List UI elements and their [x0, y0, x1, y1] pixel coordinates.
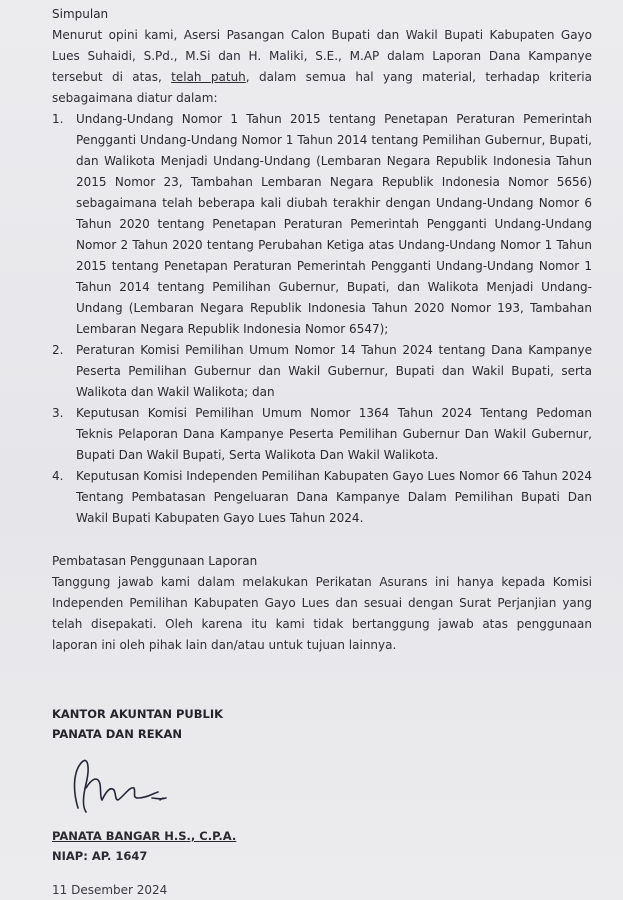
- simpulan-heading: Simpulan: [52, 7, 109, 21]
- criteria-number: 4.: [52, 469, 64, 483]
- simpulan-intro: [52, 25, 592, 109]
- criteria-item: [52, 109, 592, 340]
- pembatasan-body: Tanggung jawab kami dalam melakukan Perikatan Asurans ini hanya kepada Komisi Independen Pemilihan Kabupaten Gayo Lues dan sesuai dengan Surat Perjanjian yang telah disepakati. Oleh karena itu kami tidak bertanggung jawab atas penggunaan laporan ini oleh pihak lain dan/atau untuk tujuan lainnya.: [52, 575, 592, 652]
- criteria-list: [52, 109, 592, 529]
- signer-niap: NIAP: AP. 1647: [52, 849, 148, 863]
- firm-name-line1: KANTOR AKUNTAN PUBLIK: [52, 707, 224, 721]
- document-content: [52, 4, 592, 900]
- criteria-number: 1.: [52, 112, 64, 126]
- handwritten-signature: [52, 748, 592, 826]
- criteria-item: [52, 466, 592, 529]
- signature-block: [52, 704, 592, 900]
- criteria-number: 2.: [52, 343, 64, 357]
- pembatasan-heading: Pembatasan Penggunaan Laporan: [52, 554, 258, 568]
- signature-mark: [60, 748, 210, 826]
- intro-text-after: , dalam semua hal yang material, terhadap kriteria sebagaimana diatur dalam:: [52, 70, 592, 105]
- simpulan-section: [52, 4, 592, 529]
- firm-name-line2: PANATA DAN REKAN: [52, 727, 182, 741]
- criteria-text: Keputusan Komisi Independen Pemilihan Kabupaten Gayo Lues Nomor 66 Tahun 2024 Tentang Pembatasan Pengeluaran Dana Kampanye Dalam Pemilihan Bupati Dan Wakil Bupati Kabupaten Gayo Lues Tahun 2024.: [76, 469, 592, 525]
- intro-text-before: Menurut opini kami, Asersi Pasangan Calon Bupati dan Wakil Bupati Kabupaten Gayo Lues Suhaidi, S.Pd., M.Si dan H. Maliki, S.E., M.AP dalam Laporan Dana Kampanye tersebut di atas,: [52, 28, 592, 84]
- criteria-item: [52, 340, 592, 403]
- document-date: 11 Desember 2024: [52, 883, 168, 897]
- signer-name: PANATA BANGAR H.S., C.P.A.: [52, 829, 237, 843]
- criteria-text: Peraturan Komisi Pemilihan Umum Nomor 14 Tahun 2024 tentang Dana Kampanye Peserta Pemilihan Gubernur dan Wakil Gubernur, Bupati dan Wakil Bupati, serta Walikota dan Wakil Walikota; dan: [76, 343, 592, 399]
- pembatasan-section: [52, 551, 592, 656]
- intro-text-underlined: telah patuh: [171, 70, 246, 84]
- criteria-item: [52, 403, 592, 466]
- criteria-text: Undang-Undang Nomor 1 Tahun 2015 tentang Penetapan Peraturan Pemerintah Pengganti Undang-Undang Nomor 1 Tahun 2014 tentang Pemilihan Gubernur, Bupati, dan Walikota Menjadi Undang-Undang (Lembaran Negara Republik Indonesia Tahun 2015 Nomor 23, Tambahan Lembaran Negara Republik Indonesia Nomor 5656) sebagaimana telah beberapa kali diubah terakhir dengan Undang-Undang Nomor 6 Tahun 2020 tentang Penetapan Peraturan Pemerintah Pengganti Undang-Undang Nomor 2 Tahun 2020 tentang Perubahan Ketiga atas Undang-Undang Nomor 1 Tahun 2015 tentang Penetapan Peraturan Pemerintah Pengganti Undang-Undang Nomor 1 Tahun 2014 tentang Pemilihan Gubernur, Bupati, dan Walikota Menjadi Undang-Undang (Lembaran Negara Republik Indonesia Tahun 2020 Nomor 193, Tambahan Lembaran Negara Republik Indonesia Nomor 6547);: [76, 112, 592, 336]
- criteria-number: 3.: [52, 406, 64, 420]
- criteria-text: Keputusan Komisi Pemilihan Umum Nomor 1364 Tahun 2024 Tentang Pedoman Teknis Pelaporan Dana Kampanye Peserta Pemilihan Gubernur Dan Wakil Gubernur, Bupati Dan Wakil Bupati, Serta Walikota Dan Wakil Walikota.: [76, 406, 592, 462]
